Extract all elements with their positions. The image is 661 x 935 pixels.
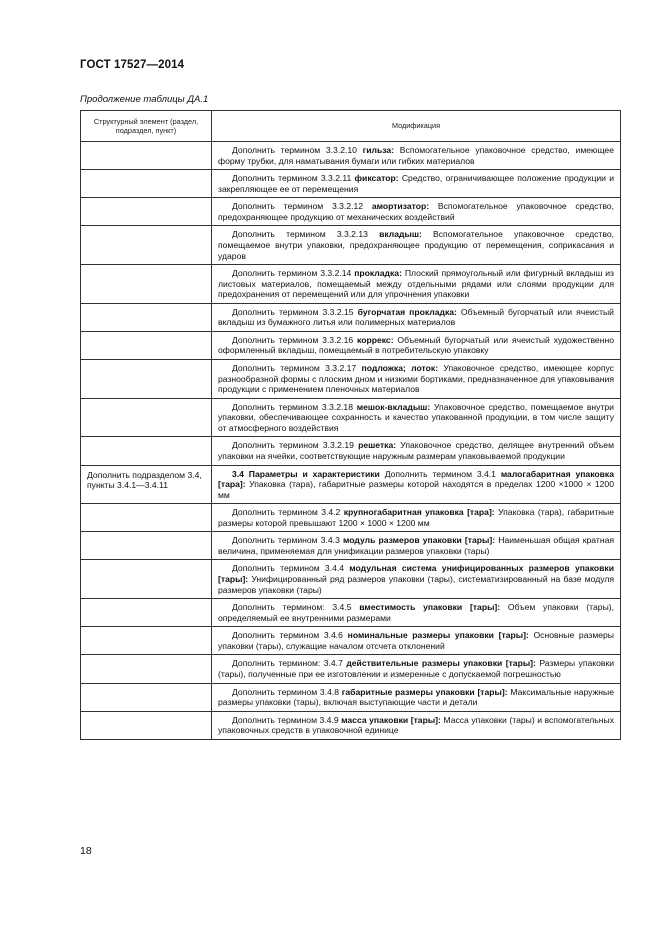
term-name: фиксатор: <box>354 173 399 184</box>
document-id: ГОСТ 17527—2014 <box>80 59 185 71</box>
structural-element-cell <box>81 265 212 304</box>
term-intro: Дополнить термином: 3.4.5 <box>232 602 360 613</box>
term-name: амортизатор: <box>371 201 430 212</box>
modification-text <box>218 363 614 395</box>
structural-element-cell: Дополнить подразделом 3.4, пункты 3.4.1—3.4.11 <box>81 465 212 504</box>
modification-text <box>218 715 614 736</box>
term-name: вместимость упаковки [тары]: <box>359 602 501 613</box>
modification-cell <box>212 331 621 359</box>
table-row <box>81 142 621 170</box>
term-definition: Вспомогательное упаковочное средство, помещаемое внутри упаковки, предохраняющее продукцию от перемещения, соприкасания и ударов <box>218 229 614 261</box>
term-name: мешок-вкладыш: <box>356 401 431 412</box>
column-header-modification: Модификация <box>212 111 621 142</box>
term-name: вкладыш: <box>379 229 422 240</box>
table-row <box>81 226 621 265</box>
modification-text <box>218 602 614 623</box>
term-definition: Средство, ограничивающее положение продукции и закрепляющее ее от перемещения <box>218 173 614 194</box>
table-row <box>81 655 621 683</box>
term-intro: Дополнить термином 3.3.2.15 <box>232 306 358 317</box>
structural-element-cell <box>81 303 212 331</box>
term-name: бугорчатая прокладка: <box>357 306 457 317</box>
structural-element-cell <box>81 560 212 599</box>
table-row <box>81 398 621 437</box>
term-definition: Масса упаковки (тары) и вспомогательных упаковочных средств в упаковочной единице <box>218 714 615 736</box>
term-name: подложка; лоток: <box>361 363 439 373</box>
modification-cell <box>212 398 621 437</box>
term-name: модульная система унифицированных размеров упаковки [тары]: <box>218 563 614 584</box>
structural-element-cell <box>81 504 212 532</box>
term-name: действительные размеры упаковки [тары]: <box>346 658 536 669</box>
table-row <box>81 198 621 226</box>
modification-text <box>218 687 614 708</box>
term-name: коррекс: <box>357 334 394 345</box>
table-row <box>81 170 621 198</box>
table-row <box>81 504 621 532</box>
term-intro: Дополнить термином 3.4.6 <box>232 630 348 641</box>
modification-cell <box>212 465 621 504</box>
term-name: модуль размеров упаковки [тары]: <box>343 535 496 546</box>
table-row <box>81 265 621 304</box>
term-definition: Вспомогательное упаковочное средство, предохраняющее продукцию от механических воздействий <box>218 201 614 222</box>
table-row <box>81 683 621 711</box>
modification-cell <box>212 360 621 399</box>
term-definition: Плоский прямоугольный или фигурный вкладыш из листовых материалов, помещаемый между отдельными рядами или слоями продукции для предохранения от перемещений или для упрочнения упаковки <box>218 268 615 300</box>
modification-text <box>218 307 614 328</box>
modification-cell <box>212 683 621 711</box>
modification-cell <box>212 198 621 226</box>
modification-text <box>218 440 614 461</box>
modification-text <box>218 145 614 166</box>
structural-element-cell <box>81 170 212 198</box>
term-intro: Дополнить термином 3.4.8 <box>232 686 342 697</box>
page-number: 18 <box>80 845 92 857</box>
term-name: решетка: <box>358 440 397 451</box>
table-row <box>81 360 621 399</box>
modification-cell <box>212 303 621 331</box>
term-definition: Упаковка (тара), габаритные размеры которой превышают 1200 × 1000 × 1200 мм <box>218 507 615 528</box>
structural-element-cell <box>81 198 212 226</box>
term-definition: Упаковка (тара), габаритные размеры которой находятся в пределах 1200 ×1000 × 1200 мм <box>218 479 614 500</box>
term-name: крупногабаритная упаковка [тара]: <box>343 507 495 518</box>
table-row <box>81 303 621 331</box>
term-intro: Дополнить термином 3.4.4 <box>232 563 350 574</box>
modification-cell <box>212 504 621 532</box>
table-row <box>81 465 621 504</box>
modification-cell <box>212 711 621 739</box>
modification-text <box>218 535 614 556</box>
column-header-structural-element: Структурный элемент (раздел, подраздел, пункт) <box>81 111 212 142</box>
modification-text <box>218 469 614 501</box>
term-intro: Дополнить термином 3.3.2.18 <box>232 401 357 412</box>
modification-text <box>218 229 614 261</box>
term-definition: Максимальные наружные размеры упаковки (тары), включая выступающие части и детали <box>218 686 615 708</box>
table-header-row <box>81 111 621 142</box>
structural-element-cell <box>81 142 212 170</box>
modification-cell <box>212 142 621 170</box>
modification-text <box>218 658 614 679</box>
term-name: масса упаковки [тары]: <box>341 714 441 725</box>
table-row <box>81 437 621 465</box>
modification-cell <box>212 655 621 683</box>
term-intro: Дополнить термином 3.3.2.10 <box>232 145 363 155</box>
term-definition: Вспомогательное упаковочное средство, имеющее форму трубки, для наматывания бумаги или гибких материалов <box>218 145 614 166</box>
term-definition: Объем упаковки (тары), определяемый ее внутренними размерами <box>218 602 614 623</box>
term-intro: Дополнить термином 3.4.1 <box>379 468 501 479</box>
modification-text <box>218 335 614 356</box>
modification-text <box>218 268 614 300</box>
structural-element-cell <box>81 226 212 265</box>
modification-cell <box>212 226 621 265</box>
structural-element-cell <box>81 398 212 437</box>
term-intro: Дополнить термином 3.3.2.13 <box>232 229 380 240</box>
term-name: габаритные размеры упаковки [тары]: <box>341 686 508 697</box>
table-continuation-caption: Продолжение таблицы ДА.1 <box>80 94 209 105</box>
table-row <box>81 627 621 655</box>
term-definition: Основные размеры упаковки (тары), служащие началом отсчета отклонений <box>218 630 614 651</box>
structural-element-cell <box>81 360 212 399</box>
modification-text <box>218 630 614 651</box>
modification-cell <box>212 532 621 560</box>
term-definition: Объемный бугорчатый или ячеистый вкладыш из бумажного литья или полимерных материалов <box>218 306 614 328</box>
term-name: номинальные размеры упаковки [тары]: <box>347 630 529 641</box>
term-definition: Размеры упаковки (тары), полученные при ее изготовлении и измеренные с допускаемой погрешностью <box>218 658 615 679</box>
table-row <box>81 532 621 560</box>
table-row <box>81 711 621 739</box>
term-intro: Дополнить термином 3.3.2.11 <box>232 173 355 184</box>
term-intro: Дополнить термином 3.3.2.17 <box>232 363 362 373</box>
modification-text <box>218 201 614 222</box>
term-intro: Дополнить термином: 3.4.7 <box>232 658 347 669</box>
table-row <box>81 599 621 627</box>
term-definition: Унифицированный ряд размеров упаковки (тары), систематизированный на базе модуля размеров упаковки (тары) <box>218 574 614 595</box>
structural-element-cell <box>81 532 212 560</box>
modification-cell <box>212 627 621 655</box>
modification-table <box>80 110 621 740</box>
modification-text <box>218 563 614 595</box>
structural-element-cell <box>81 683 212 711</box>
term-definition: Упаковочное средство, делящее внутренний объем упаковки на ячейки, соответствующие наружным размерам упаковываемой продукции <box>218 440 614 461</box>
modification-cell <box>212 170 621 198</box>
modification-cell <box>212 265 621 304</box>
modification-text <box>218 173 614 194</box>
structural-element-cell <box>81 655 212 683</box>
term-intro: Дополнить термином 3.4.9 <box>232 714 342 725</box>
table-row <box>81 560 621 599</box>
term-intro: Дополнить термином 3.4.2 <box>232 507 344 518</box>
modification-cell <box>212 599 621 627</box>
structural-element-cell <box>81 437 212 465</box>
term-intro: Дополнить термином 3.3.2.19 <box>232 440 359 451</box>
term-name: прокладка: <box>354 268 402 279</box>
structural-element-cell <box>81 627 212 655</box>
structural-element-cell <box>81 711 212 739</box>
term-intro: Дополнить термином 3.3.2.14 <box>232 268 355 279</box>
term-definition: Наименьшая общая кратная величина, применяемая для унификации размеров упаковки (тары) <box>218 535 615 556</box>
modification-cell <box>212 437 621 465</box>
term-definition: Объемный бугорчатый или ячеистый художественно оформленный вкладыш, помещаемый в потребительскую упаковку <box>218 334 614 356</box>
modification-text <box>218 402 614 434</box>
term-intro: Дополнить термином 3.4.3 <box>232 535 343 546</box>
term-intro: Дополнить термином 3.3.2.12 <box>232 201 372 212</box>
term-definition: Упаковочное средство, помещаемое внутри упаковки, обеспечивающее сохранность и качество упакованной продукции, в том числе защиту от атмосферного воздействия <box>218 401 614 433</box>
term-intro: Дополнить термином 3.3.2.16 <box>232 334 358 345</box>
term-name: малогабаритная упаковка [тара]: <box>218 468 614 490</box>
term-name: гильза: <box>362 145 395 155</box>
table-row <box>81 331 621 359</box>
modification-cell <box>212 560 621 599</box>
structural-element-cell <box>81 331 212 359</box>
term-definition: Упаковочное средство, имеющее корпус разнообразной формы с плоским дном и низкими бортиками, предназначенное для упаковывания продукции с применением пленочных материалов <box>218 363 614 395</box>
structural-element-cell <box>81 599 212 627</box>
section-heading: 3.4 Параметры и характеристики <box>232 468 380 479</box>
modification-text <box>218 507 614 528</box>
